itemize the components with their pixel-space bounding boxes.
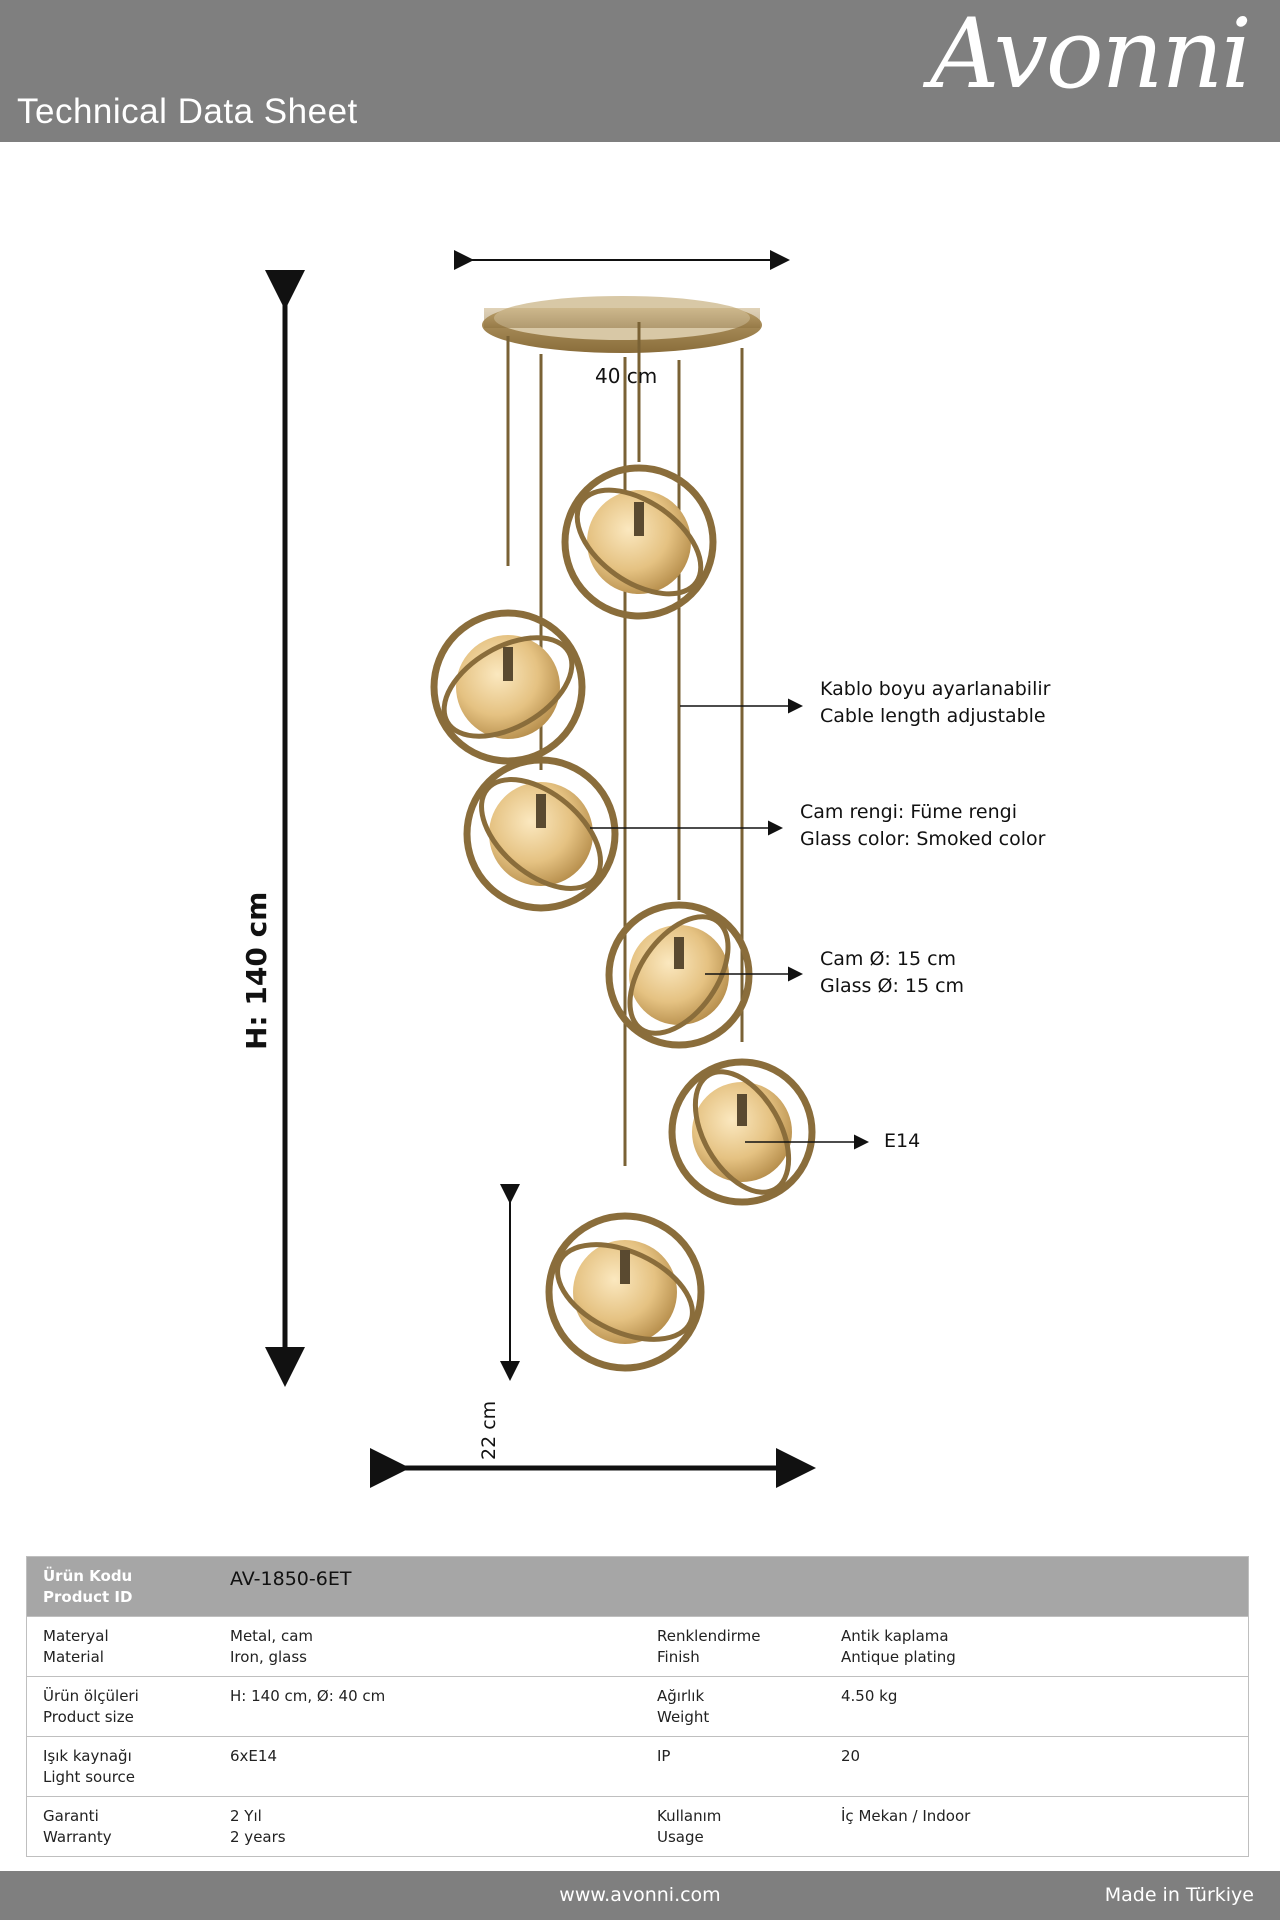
spec-value: 20: [841, 1747, 861, 1765]
spec-key: Renklendirme Finish: [657, 1627, 761, 1666]
globe-6: [543, 1216, 707, 1368]
annotation-glass-diameter: [820, 946, 964, 1000]
spec-key: Ürün ölçüleri Product size: [43, 1687, 139, 1726]
annotation-line: Glass Ø: 15 cm: [820, 975, 965, 997]
table-row: [27, 1676, 1248, 1736]
spec-key: Ağırlık Weight: [657, 1687, 710, 1726]
spec-value: 2 Yıl 2 years: [230, 1807, 286, 1846]
pendant-lamp-illustration: [0, 142, 1280, 1542]
spec-value: İç Mekan / Indoor: [841, 1807, 971, 1825]
spec-value: Metal, cam Iron, glass: [230, 1627, 313, 1666]
website-link[interactable]: www.avonni.com: [559, 1884, 721, 1906]
spec-key: Kullanım Usage: [657, 1807, 722, 1846]
annotation-line: E14: [884, 1130, 921, 1152]
spec-key: Garanti Warranty: [43, 1807, 112, 1846]
header-bar: [0, 0, 1280, 142]
product-id-row: [27, 1557, 1248, 1616]
spec-value: 4.50 kg: [841, 1687, 898, 1705]
spec-value: 6xE14: [230, 1747, 277, 1765]
product-id-label: Ürün Kodu Product ID: [43, 1567, 133, 1606]
globe-4: [609, 899, 749, 1051]
globe-2: [427, 613, 588, 761]
table-row: [27, 1796, 1248, 1856]
globe-5: [672, 1056, 812, 1208]
spec-key: Materyal Material: [43, 1627, 109, 1666]
spec-value: Antik kaplama Antique plating: [841, 1627, 956, 1666]
height-label: H: 140 cm: [240, 891, 273, 1050]
brand-logo: Avonni: [930, 0, 1250, 110]
annotation-cable: [820, 676, 1050, 730]
globe-3: [462, 758, 621, 909]
annotation-line: Cam rengi: Füme rengi: [800, 801, 1017, 823]
annotation-line: Glass color: Smoked color: [800, 828, 1046, 850]
annotation-socket: [884, 1128, 920, 1155]
spec-value: H: 140 cm, Ø: 40 cm: [230, 1687, 386, 1705]
made-in-label: Made in Türkiye: [1104, 1884, 1254, 1906]
page-title: Technical Data Sheet: [17, 92, 358, 131]
product-drawing: [0, 142, 1280, 1542]
top-width-label: 40 cm: [595, 364, 658, 388]
annotation-line: Kablo boyu ayarlanabilir: [820, 678, 1051, 700]
globe-1: [559, 468, 720, 616]
annotation-glass-color: [800, 799, 1045, 853]
spec-key: Işık kaynağı Light source: [43, 1747, 136, 1786]
globe-height-label: 22 cm: [478, 1400, 500, 1460]
footer-bar: [0, 1871, 1280, 1920]
spec-table: [26, 1556, 1249, 1857]
annotation-line: Cable length adjustable: [820, 705, 1046, 727]
spec-key: IP: [657, 1747, 671, 1765]
annotation-line: Cam Ø: 15 cm: [820, 948, 957, 970]
table-row: [27, 1616, 1248, 1676]
product-id-value: AV-1850-6ET: [230, 1568, 352, 1590]
table-row: [27, 1736, 1248, 1796]
